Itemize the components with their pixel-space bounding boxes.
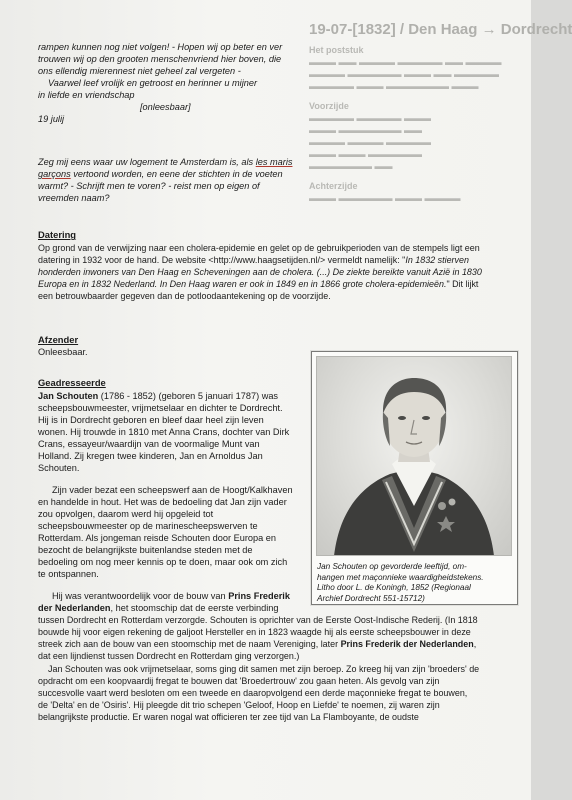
- portrait-illustration: [316, 356, 512, 556]
- section-heading-datering: Datering: [38, 229, 77, 240]
- text-span: datering in 1932 voor de hand. De website <http://www.haagsetijden.nl/> vermeldt namelijk: ": [38, 255, 406, 265]
- text-line: en handelde in hout. Het was de bedoeling dat Jan zijn vader: [38, 497, 287, 507]
- text-line: Rotterdam. Als jongeman reisde Schouten door Europa en: [38, 533, 276, 543]
- ghost-title: 19-07-[1832] / Den Haag → Dordrecht: [309, 21, 572, 38]
- poem-line: ons ellendig mierennest niet geheel zal vergeten -: [38, 66, 241, 76]
- person-name: Jan Schouten: [38, 391, 99, 401]
- text-line: [38, 390, 289, 402]
- text-span: " Dit lijkt: [446, 279, 479, 289]
- underlined-phrase: les maris: [255, 157, 293, 167]
- poem-line: trouwen wij op den grooten menschenvriend hier boven, die: [38, 54, 282, 64]
- poem-block-top: [38, 41, 282, 125]
- poem-line: warmt? - Schrijft men te voren? - reist men op eigen of: [38, 181, 260, 191]
- ship-name: Prins Frederik: [228, 591, 290, 601]
- caption-line: Archief Dordrecht 551-15712): [317, 593, 425, 603]
- text-line: [38, 254, 482, 266]
- text-line: honderden inwoners van Den Haag en Scheveningen aan de cholera. (...) De ziekte bereikte vanuit Azië in 1830: [38, 267, 482, 277]
- text-line: scheepsbouwmeester, vrijmetselaar en dichter te Dordrecht.: [38, 403, 283, 413]
- text-line: Jan Schouten was ook vrijmetselaar, soms ging dit samen met zijn beroep. Zo kreeg hij van zijn 'broeders' de: [48, 664, 480, 674]
- poem-text: Zeg mij eens waar uw logement te Amsterdam is, als: [38, 157, 256, 167]
- caption-line: hangen met maçonnieke waardigheidstekens.: [317, 572, 484, 582]
- section-heading-afzender: Afzender: [38, 334, 79, 345]
- poem-date: 19 julij: [38, 114, 65, 124]
- text-line: belangrijkste productie. Er waren nogal wat officieren ter zee tijd van La Flamboyante, de oudste: [38, 712, 419, 722]
- poem-block-bottom: [38, 156, 292, 204]
- text-span: Hij was verantwoordelijk voor de bouw van: [52, 591, 229, 601]
- quote-span: In 1832 stierven: [405, 255, 469, 265]
- portrait-image: [316, 356, 512, 556]
- geadresseerde-paragraph-4: [38, 663, 479, 723]
- text-line: opdracht om een koopvaardij fregat te bouwen dat 'Broedertrouw' zou gaan heten. Als gevolg van zijn: [38, 676, 440, 686]
- caption-line: Jan Schouten op gevorderde leeftijd, om-: [317, 562, 467, 571]
- poem-line: vreemden naam?: [38, 193, 110, 203]
- section-heading-geadresseerde: Geadresseerde: [38, 377, 106, 388]
- poem-text: vertoond worden, en eene der stichten in de voeten: [70, 169, 283, 179]
- text-line: te ontspannen.: [38, 569, 99, 579]
- afzender-text: Onleesbaar.: [38, 347, 88, 357]
- ghost-heading-poststuk: Het poststuk: [309, 45, 364, 55]
- text-line: Crans, essayeur/waardijn van de voormalige Munt van: [38, 439, 260, 449]
- text-line: de 'Delta' en de 'Osiris'. Hij pleegde dit trio schepen 'Geloof, Hoop en Liefde' te noemen, zij waren zijn: [38, 700, 440, 710]
- text-line: tussen Dordrecht en Rotterdam verzorgde. Schouten is oprichter van de Eerste Oost-Indische Rederij. (In 1818: [38, 615, 478, 625]
- text-line: Schouten.: [38, 463, 80, 473]
- poem-line: [38, 168, 292, 180]
- poem-line: [onleesbaar]: [140, 102, 191, 112]
- text-line: dat een lijndienst tussen Dordrecht en Rotterdam ging verzorgen.): [38, 651, 300, 661]
- text-line: Zijn vader bezat een scheepswerf aan de Hoogt/Kalkhaven: [52, 485, 293, 495]
- underlined-phrase: garçons: [38, 169, 71, 179]
- text-line: succesvolle vaart werd besloten om een tweede en daaropvolgend een derde maçonnieke fregat te bouwen,: [38, 688, 468, 698]
- poem-line: rampen kunnen nog niet volgen! - Hopen wij op beter en ver: [38, 42, 283, 52]
- poem-line: in liefde en vriendschap: [38, 90, 135, 100]
- datering-paragraph: [38, 242, 482, 302]
- text-span: (1786 - 1852) (geboren 5 januari 1787) was: [98, 391, 279, 401]
- show-through-text: 19-07-[1832] / Den Haag → Dordrecht Het poststuk ▬▬▬ ▬▬ ▬▬▬▬ ▬▬▬▬▬ ▬▬ ▬▬▬▬ ▬▬▬▬ ▬▬▬▬▬▬ ▬▬▬ ▬▬ ▬▬▬▬▬ ▬▬▬▬▬ ▬▬▬ ▬▬▬▬▬▬▬ ▬▬▬ Voorzijde ▬▬▬▬▬ ▬▬▬▬▬ ▬▬▬ ▬▬▬ ▬▬▬▬▬▬▬ ▬▬ ▬▬▬▬ ▬▬▬▬ ▬▬▬▬▬ ▬▬▬ ▬▬▬ ▬▬▬▬▬▬ ▬▬▬▬▬▬▬ ▬▬ Achterzijde ▬▬▬ ▬▬▬▬▬▬ ▬▬▬ ▬▬▬▬: [309, 21, 572, 203]
- text-span: streek zich aan de bouw van een stoomschip met de naam Vereniging, later: [38, 639, 341, 649]
- caption-line: Litho door L. de Koningh, 1852 (Regionaal: [317, 583, 471, 593]
- text-span: , het stoomschip dat de eerste verbinding: [110, 603, 279, 613]
- text-line: Holland. Zij kregen twee kinderen, Jan en Arnoldus Jan: [38, 451, 263, 461]
- figure-caption: [317, 562, 484, 604]
- quote-span: Europa en in 1832 Nederland. In Den Haag waren er ook in 1849 en in 1866 grote cholera-epidemieën.: [38, 279, 447, 289]
- ship-name: der Nederlanden: [38, 603, 111, 613]
- poem-line: Vaarwel leef vrolijk en getroost en herinner u mijner: [48, 78, 258, 88]
- ghost-heading-achterzijde: Achterzijde: [309, 181, 358, 191]
- text-line: Op grond van de verwijzing naar een cholera-epidemie en gelet op de gebruikperioden van de stempels ligt een: [38, 243, 480, 253]
- text-line: scheepsbouwmeester op de marinescheepswerven te: [38, 521, 258, 531]
- geadresseerde-paragraph-1: [38, 390, 289, 474]
- portrait-figure: [311, 351, 518, 605]
- text-line: bezocht de belangrijkste buitenlandse steden met de: [38, 545, 253, 555]
- poem-line: [38, 156, 292, 168]
- text-line: bedoeling om nog meer kennis op te doen, maar ook om zich: [38, 557, 288, 567]
- text-line: [38, 278, 482, 290]
- text-span: ,: [473, 639, 477, 649]
- text-line: wonen. Hij trouwde in 1810 met Anna Crans, dochter van Dirk: [38, 427, 290, 437]
- ship-name: Prins Frederik der Nederlanden: [340, 639, 474, 649]
- text-line: [38, 638, 478, 650]
- ghost-heading-voorzijde: Voorzijde: [309, 101, 349, 111]
- text-line: Hij is in Dordrecht geboren en bleef daar heel zijn leven: [38, 415, 264, 425]
- text-line: zou opvolgen, daarom werd hij opgeleid tot: [38, 509, 214, 519]
- geadresseerde-paragraph-2: [38, 484, 293, 580]
- text-line: bouwde hij voor eigen rekening de galjoot Hersteller en in 1823 waagde hij als eerste scheepsbouwer in deze: [38, 627, 471, 637]
- text-line: een betrouwbaarder gegeven dan de potloodaantekening op de voorzijde.: [38, 291, 331, 301]
